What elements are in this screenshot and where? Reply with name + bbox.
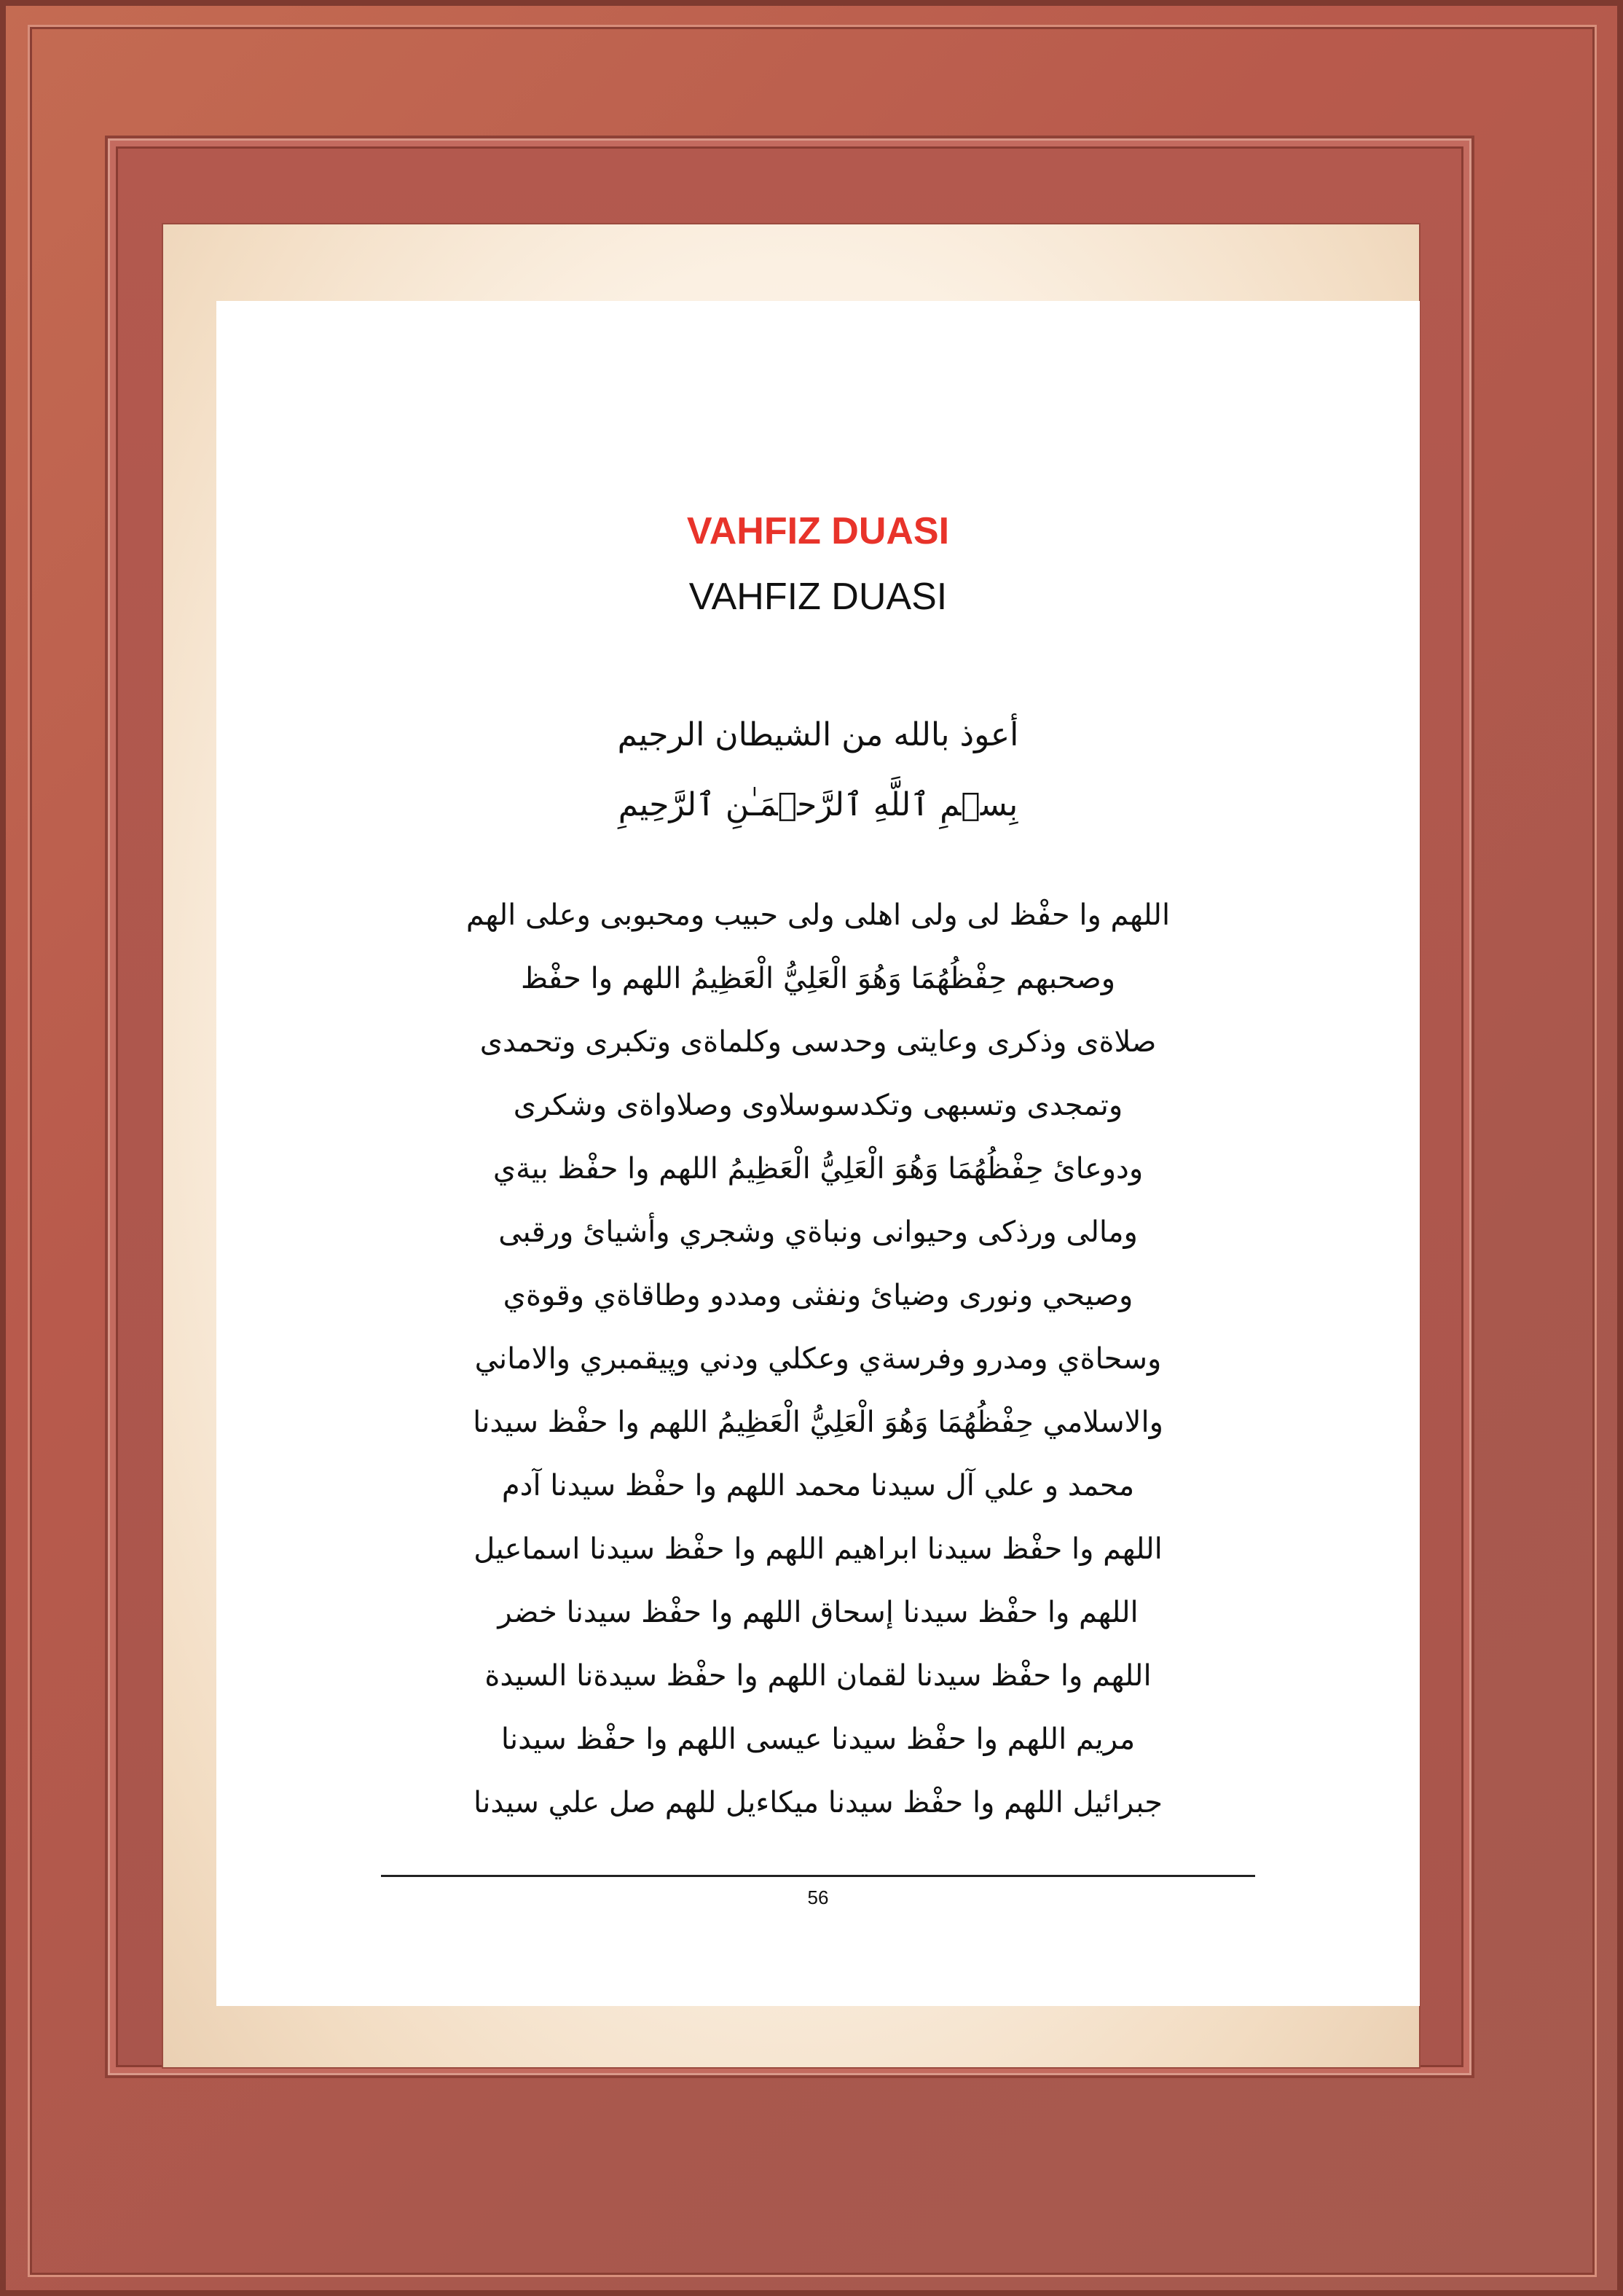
istiadha-line: أعوذ بالله من الشيطان الرجيم xyxy=(617,716,1019,753)
prayer-line: وسحاةي ومدرو وفرسةي وعكلي ودني وپيقمبري والاماني xyxy=(474,1342,1162,1376)
prayer-line: اللهم وا حفْظ سيدنا لقمان اللهم وا حفْظ سيدةنا السيدة xyxy=(484,1659,1152,1693)
page-content xyxy=(216,301,1420,2006)
page-number: 56 xyxy=(807,1886,829,1908)
prayer-line: صلاةى وذكرى وعايتى وحدسى وكلماةى وتكبرى وتحمدى xyxy=(479,1025,1157,1059)
prayer-line: ودوعائ حِفْظُهُمَا وَهُوَ الْعَلِيُّ الْعَظِيمُ اللهم وا حفْظ بيةي xyxy=(492,1152,1144,1186)
prayer-line: والاسلامي حِفْظُهُمَا وَهُوَ الْعَلِيُّ الْعَظِيمُ اللهم وا حفْظ سيدنا xyxy=(473,1406,1163,1439)
basmala-line: بِسۡمِ ٱللَّهِ ٱلرَّحۡمَـٰنِ ٱلرَّحِيمِ xyxy=(618,786,1018,823)
page-title-red: VAHFIZ DUASI xyxy=(686,510,950,552)
opening-invocation xyxy=(216,700,1420,840)
prayer-line: وصيحي ونورى وضيائ ونفثى ومددو وطاقاةي وقوةي xyxy=(503,1279,1133,1312)
prayer-line: مريم اللهم وا حفْظ سيدنا عيسى اللهم وا حفْظ سيدنا xyxy=(500,1723,1136,1756)
prayer-body xyxy=(333,884,1303,1835)
footer-rule xyxy=(381,1875,1255,1877)
document-page xyxy=(216,301,1420,2006)
prayer-line: ومالى ورذكى وحيوانى ونباةي وشجري وأشيائ ورقبى xyxy=(498,1215,1138,1249)
prayer-line: اللهم وا حفْظ سيدنا ابراهيم اللهم وا حفْظ سيدنا اسماعيل xyxy=(473,1532,1163,1566)
prayer-line: وصحبهم حِفْظُهُمَا وَهُوَ الْعَلِيُّ الْعَظِيمُ اللهم وا حفْظ xyxy=(520,962,1116,995)
prayer-line: محمد و علي آل سيدنا محمد اللهم وا حفْظ سيدنا آدم xyxy=(501,1469,1135,1502)
prayer-line: اللهم وا حفْظ سيدنا إسحاق اللهم وا حفْظ سيدنا خضر xyxy=(498,1596,1139,1629)
prayer-line: اللهم وا حفْظ لی ولی اهلی ولی حبیب ومحبوبی وعلی الهم xyxy=(465,898,1171,932)
page-title-black: VAHFIZ DUASI xyxy=(688,576,948,618)
prayer-line: وتمجدى وتسبهى وتكدسوسلاوى وصلاواةى وشكرى xyxy=(513,1089,1123,1122)
prayer-line: جبرائيل اللهم وا حفْظ سيدنا ميكاءيل للهم صل علي سيدنا xyxy=(473,1786,1163,1819)
